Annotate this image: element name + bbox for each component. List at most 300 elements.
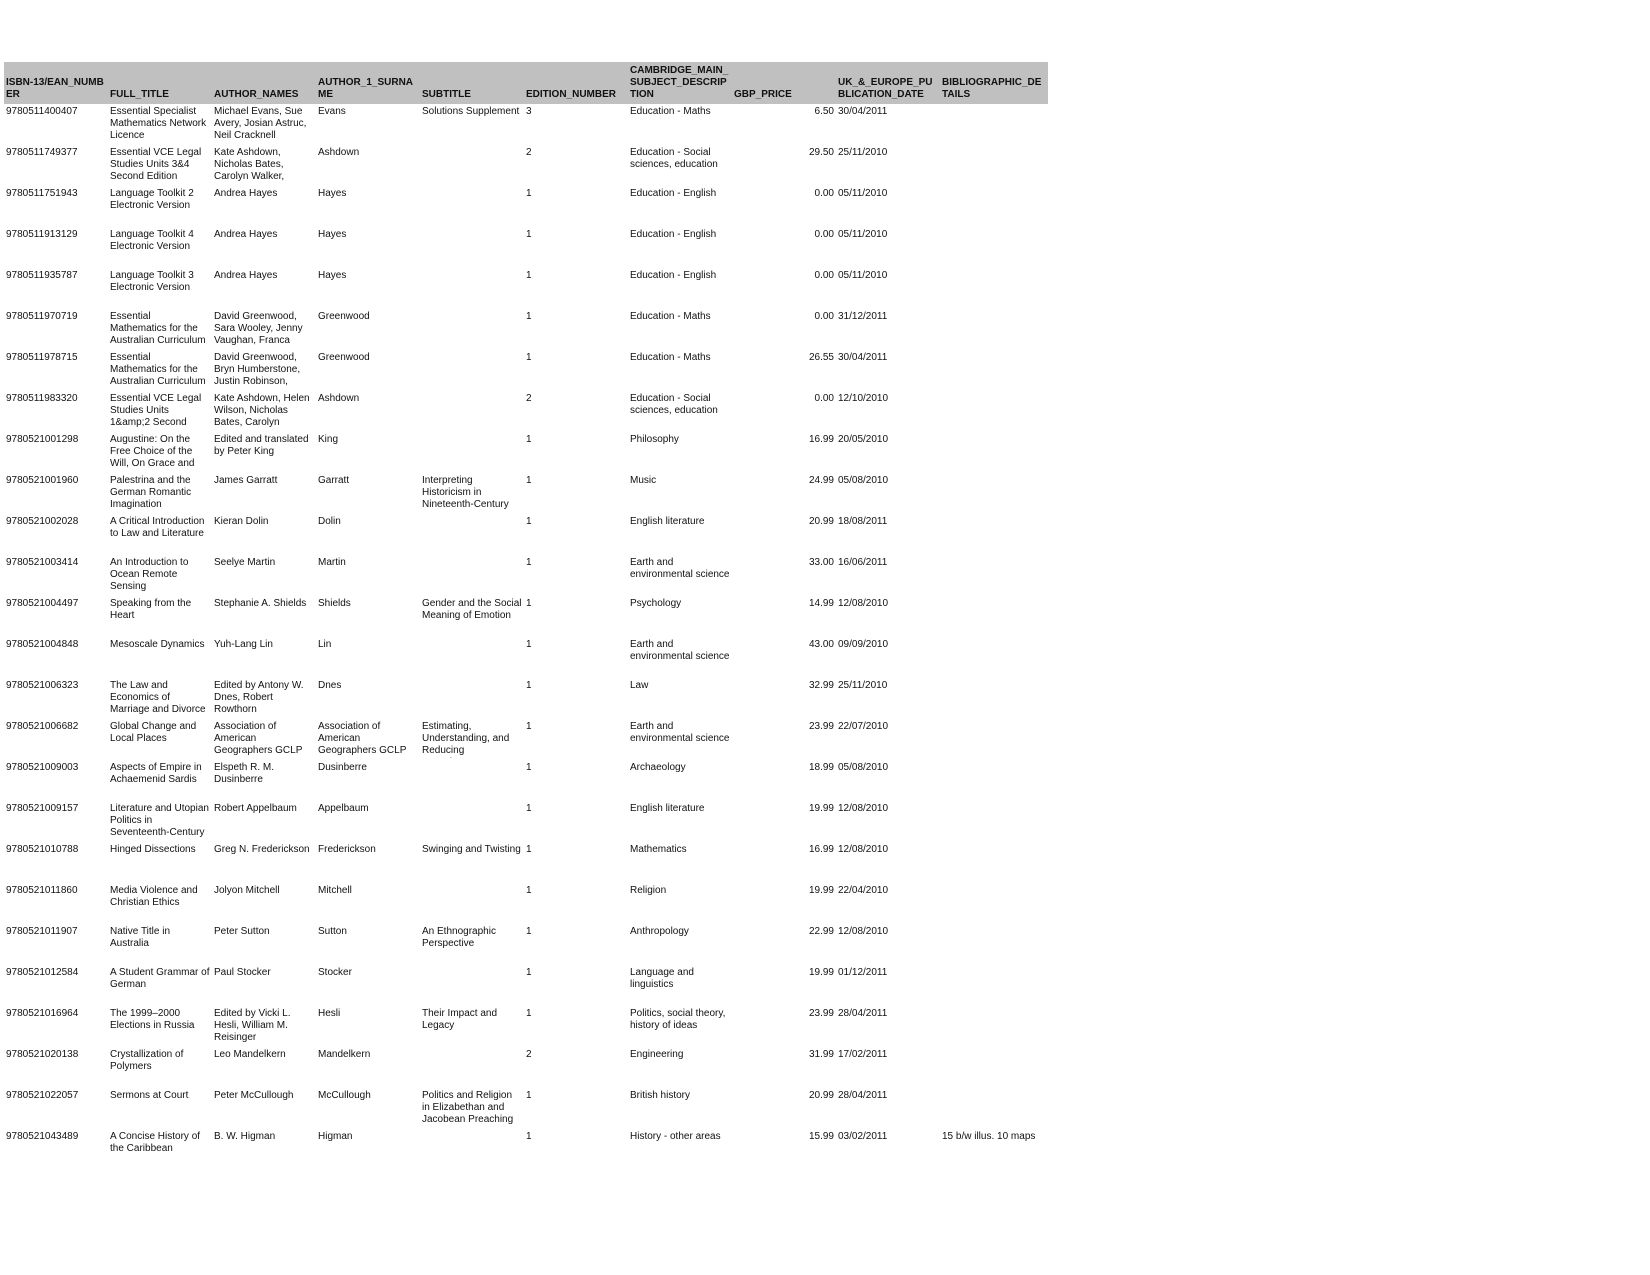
cell-bibliographic-details[interactable] (940, 473, 1048, 514)
cell-author-surname[interactable] (316, 309, 420, 350)
cell-edition-number[interactable] (524, 268, 628, 309)
column-header-edition-number[interactable]: EDITION_NUMBER (526, 89, 617, 100)
table-row[interactable] (4, 719, 1048, 760)
cell-gbp-price[interactable] (732, 719, 836, 760)
cell-isbn[interactable] (4, 186, 108, 227)
cell-gbp-price[interactable] (732, 227, 836, 268)
cell-subject[interactable] (628, 145, 732, 186)
cell-author-surname[interactable] (316, 801, 420, 842)
cell-isbn[interactable] (4, 227, 108, 268)
cell-edition-number[interactable] (524, 637, 628, 678)
cell-author-surname[interactable] (316, 514, 420, 555)
cell-subject[interactable] (628, 186, 732, 227)
cell-edition-number[interactable] (524, 391, 628, 432)
cell-edition-number[interactable] (524, 350, 628, 391)
cell-bibliographic-details[interactable] (940, 350, 1048, 391)
cell-bibliographic-details[interactable] (940, 227, 1048, 268)
cell-bibliographic-details[interactable] (940, 965, 1048, 1006)
cell-edition-number[interactable] (524, 1006, 628, 1047)
cell-author-surname[interactable] (316, 965, 420, 1006)
cell-full-title[interactable] (108, 883, 212, 924)
cell-author-names[interactable] (212, 186, 316, 227)
cell-edition-number[interactable] (524, 842, 628, 883)
cell-author-surname[interactable] (316, 1047, 420, 1088)
cell-gbp-price[interactable] (732, 883, 836, 924)
table-row[interactable] (4, 596, 1048, 637)
cell-author-surname[interactable] (316, 760, 420, 801)
cell-subtitle[interactable] (420, 637, 524, 678)
cell-edition-number[interactable] (524, 801, 628, 842)
cell-gbp-price[interactable] (732, 1088, 836, 1129)
cell-gbp-price[interactable] (732, 1006, 836, 1047)
cell-edition-number[interactable] (524, 596, 628, 637)
column-header-gbp-price[interactable]: GBP_PRICE (734, 89, 792, 100)
cell-subject[interactable] (628, 637, 732, 678)
cell-author-surname[interactable] (316, 1129, 420, 1170)
cell-publication-date[interactable] (836, 1129, 940, 1170)
cell-full-title[interactable] (108, 924, 212, 965)
cell-subject[interactable] (628, 1129, 732, 1170)
cell-isbn[interactable] (4, 1088, 108, 1129)
cell-subtitle[interactable] (420, 432, 524, 473)
cell-subject[interactable] (628, 350, 732, 391)
cell-text: British history (630, 1090, 691, 1101)
cell-bibliographic-details[interactable] (940, 801, 1048, 842)
table-row[interactable] (4, 309, 1048, 350)
table-row[interactable] (4, 883, 1048, 924)
cell-subject[interactable] (628, 596, 732, 637)
table-row[interactable] (4, 104, 1048, 145)
cell-author-names[interactable] (212, 104, 316, 145)
cell-edition-number[interactable] (524, 555, 628, 596)
cell-subject[interactable] (628, 842, 732, 883)
cell-bibliographic-details[interactable] (940, 309, 1048, 350)
cell-author-surname[interactable] (316, 391, 420, 432)
cell-edition-number[interactable] (524, 473, 628, 514)
cell-author-names[interactable] (212, 391, 316, 432)
table-row[interactable] (4, 555, 1048, 596)
table-row[interactable] (4, 842, 1048, 883)
cell-author-names[interactable] (212, 596, 316, 637)
cell-author-names[interactable] (212, 1006, 316, 1047)
cell-gbp-price[interactable] (732, 309, 836, 350)
cell-edition-number[interactable] (524, 924, 628, 965)
cell-full-title[interactable] (108, 965, 212, 1006)
cell-isbn[interactable] (4, 883, 108, 924)
cell-author-surname[interactable] (316, 350, 420, 391)
cell-full-title[interactable] (108, 719, 212, 760)
cell-isbn[interactable] (4, 637, 108, 678)
cell-text: Essential VCE Legal Studies Units 3&4 Second Edition (110, 147, 202, 182)
cell-subject[interactable] (628, 719, 732, 760)
cell-isbn[interactable] (4, 555, 108, 596)
cell-author-names[interactable] (212, 1088, 316, 1129)
cell-subtitle[interactable] (420, 596, 524, 637)
cell-edition-number[interactable] (524, 186, 628, 227)
cell-isbn[interactable] (4, 1006, 108, 1047)
column-header-bibliographic-details[interactable]: BIBLIOGRAPHIC_DETAILS (942, 77, 1042, 100)
cell-author-surname[interactable] (316, 678, 420, 719)
cell-subject[interactable] (628, 309, 732, 350)
cell-subtitle[interactable] (420, 842, 524, 883)
cell-subject[interactable] (628, 801, 732, 842)
cell-gbp-price[interactable] (732, 473, 836, 514)
cell-subtitle[interactable] (420, 801, 524, 842)
cell-author-names[interactable] (212, 1129, 316, 1170)
cell-author-names[interactable] (212, 268, 316, 309)
cell-edition-number[interactable] (524, 514, 628, 555)
table-row[interactable] (4, 1047, 1048, 1088)
cell-isbn[interactable] (4, 842, 108, 883)
table-row[interactable] (4, 145, 1048, 186)
cell-full-title[interactable] (108, 473, 212, 514)
cell-full-title[interactable] (108, 309, 212, 350)
column-header-subtitle[interactable]: SUBTITLE (422, 89, 471, 100)
cell-publication-date[interactable] (836, 514, 940, 555)
cell-publication-date[interactable] (836, 637, 940, 678)
cell-isbn[interactable] (4, 391, 108, 432)
cell-full-title[interactable] (108, 391, 212, 432)
table-row[interactable] (4, 924, 1048, 965)
cell-author-names[interactable] (212, 678, 316, 719)
table-row[interactable] (4, 350, 1048, 391)
cell-full-title[interactable] (108, 637, 212, 678)
cell-subject[interactable] (628, 514, 732, 555)
cell-full-title[interactable] (108, 104, 212, 145)
cell-gbp-price[interactable] (732, 350, 836, 391)
cell-publication-date[interactable] (836, 104, 940, 145)
table-row[interactable] (4, 268, 1048, 309)
cell-gbp-price[interactable] (732, 186, 836, 227)
cell-isbn[interactable] (4, 268, 108, 309)
cell-bibliographic-details[interactable] (940, 186, 1048, 227)
cell-publication-date[interactable] (836, 350, 940, 391)
cell-subject[interactable] (628, 104, 732, 145)
cell-gbp-price[interactable] (732, 760, 836, 801)
table-row[interactable] (4, 965, 1048, 1006)
cell-publication-date[interactable] (836, 965, 940, 1006)
cell-subject[interactable] (628, 473, 732, 514)
cell-author-surname[interactable] (316, 227, 420, 268)
cell-bibliographic-details[interactable] (940, 883, 1048, 924)
cell-gbp-price[interactable] (732, 801, 836, 842)
cell-publication-date[interactable] (836, 801, 940, 842)
cell-gbp-price[interactable] (732, 391, 836, 432)
cell-gbp-price[interactable] (732, 555, 836, 596)
cell-full-title[interactable] (108, 555, 212, 596)
cell-author-names[interactable] (212, 637, 316, 678)
cell-author-surname[interactable] (316, 186, 420, 227)
cell-author-surname[interactable] (316, 719, 420, 760)
cell-subtitle[interactable] (420, 186, 524, 227)
cell-isbn[interactable] (4, 514, 108, 555)
table-row[interactable] (4, 186, 1048, 227)
cell-subtitle[interactable] (420, 1006, 524, 1047)
cell-edition-number[interactable] (524, 432, 628, 473)
cell-isbn[interactable] (4, 432, 108, 473)
cell-bibliographic-details[interactable] (940, 1088, 1048, 1129)
cell-gbp-price[interactable] (732, 268, 836, 309)
cell-author-surname[interactable] (316, 104, 420, 145)
cell-author-surname[interactable] (316, 473, 420, 514)
cell-subject[interactable] (628, 883, 732, 924)
cell-publication-date[interactable] (836, 432, 940, 473)
column-header-author-surname[interactable]: AUTHOR_1_SURNAME (318, 77, 414, 100)
cell-subtitle[interactable] (420, 678, 524, 719)
cell-author-surname[interactable] (316, 555, 420, 596)
cell-isbn[interactable] (4, 719, 108, 760)
cell-isbn[interactable] (4, 1129, 108, 1170)
cell-gbp-price[interactable] (732, 924, 836, 965)
cell-bibliographic-details[interactable] (940, 555, 1048, 596)
cell-author-names[interactable] (212, 760, 316, 801)
cell-subtitle[interactable] (420, 760, 524, 801)
cell-author-names[interactable] (212, 514, 316, 555)
column-header-author-names[interactable]: AUTHOR_NAMES (214, 89, 299, 100)
table-row[interactable] (4, 678, 1048, 719)
cell-edition-number[interactable] (524, 309, 628, 350)
cell-edition-number[interactable] (524, 678, 628, 719)
table-row[interactable] (4, 1006, 1048, 1047)
cell-bibliographic-details[interactable] (940, 391, 1048, 432)
cell-subject[interactable] (628, 760, 732, 801)
cell-author-surname[interactable] (316, 432, 420, 473)
cell-subtitle[interactable] (420, 350, 524, 391)
cell-edition-number[interactable] (524, 145, 628, 186)
cell-edition-number[interactable] (524, 104, 628, 145)
cell-isbn[interactable] (4, 924, 108, 965)
cell-author-names[interactable] (212, 883, 316, 924)
cell-publication-date[interactable] (836, 309, 940, 350)
cell-full-title[interactable] (108, 678, 212, 719)
table-row[interactable] (4, 432, 1048, 473)
cell-full-title[interactable] (108, 145, 212, 186)
table-row[interactable] (4, 473, 1048, 514)
cell-bibliographic-details[interactable] (940, 678, 1048, 719)
cell-publication-date[interactable] (836, 473, 940, 514)
cell-full-title[interactable] (108, 1129, 212, 1170)
cell-edition-number[interactable] (524, 965, 628, 1006)
cell-isbn[interactable] (4, 1047, 108, 1088)
cell-subtitle[interactable] (420, 104, 524, 145)
cell-subject[interactable] (628, 1047, 732, 1088)
cell-isbn[interactable] (4, 309, 108, 350)
cell-author-surname[interactable] (316, 596, 420, 637)
cell-subject[interactable] (628, 1088, 732, 1129)
cell-subject[interactable] (628, 268, 732, 309)
cell-subtitle[interactable] (420, 514, 524, 555)
cell-isbn[interactable] (4, 760, 108, 801)
cell-text: Interpreting Historicism in Nineteenth-Century (422, 475, 509, 510)
cell-full-title[interactable] (108, 1088, 212, 1129)
cell-subtitle[interactable] (420, 965, 524, 1006)
cell-publication-date[interactable] (836, 883, 940, 924)
table-row[interactable] (4, 1088, 1048, 1129)
cell-author-names[interactable] (212, 965, 316, 1006)
cell-full-title[interactable] (108, 227, 212, 268)
cell-subject[interactable] (628, 391, 732, 432)
cell-publication-date[interactable] (836, 186, 940, 227)
table-row[interactable] (4, 227, 1048, 268)
cell-bibliographic-details[interactable] (940, 104, 1048, 145)
cell-author-names[interactable] (212, 309, 316, 350)
cell-gbp-price[interactable] (732, 678, 836, 719)
cell-publication-date[interactable] (836, 555, 940, 596)
column-header-isbn[interactable]: ISBN-13/EAN_NUMBER (6, 77, 104, 100)
column-header-publication-date[interactable]: UK_&_EUROPE_PUBLICATION_DATE (838, 77, 933, 100)
cell-publication-date[interactable] (836, 1088, 940, 1129)
cell-subtitle[interactable] (420, 719, 524, 760)
column-header-subject[interactable]: CAMBRIDGE_MAIN_SUBJECT_DESCRIPTION (630, 65, 729, 100)
cell-author-names[interactable] (212, 842, 316, 883)
column-header-full-title[interactable]: FULL_TITLE (110, 89, 169, 100)
cell-isbn[interactable] (4, 145, 108, 186)
cell-author-surname[interactable] (316, 1088, 420, 1129)
cell-isbn[interactable] (4, 473, 108, 514)
cell-author-surname[interactable] (316, 1006, 420, 1047)
cell-edition-number[interactable] (524, 883, 628, 924)
cell-full-title[interactable] (108, 350, 212, 391)
cell-edition-number[interactable] (524, 227, 628, 268)
cell-author-surname[interactable] (316, 842, 420, 883)
cell-gbp-price[interactable] (732, 1129, 836, 1170)
cell-bibliographic-details[interactable] (940, 842, 1048, 883)
cell-author-surname[interactable] (316, 924, 420, 965)
cell-edition-number[interactable] (524, 719, 628, 760)
cell-bibliographic-details[interactable] (940, 432, 1048, 473)
table-row[interactable] (4, 637, 1048, 678)
cell-subtitle[interactable] (420, 555, 524, 596)
cell-full-title[interactable] (108, 268, 212, 309)
cell-author-names[interactable] (212, 924, 316, 965)
table-row[interactable] (4, 514, 1048, 555)
table-row[interactable] (4, 760, 1048, 801)
cell-publication-date[interactable] (836, 760, 940, 801)
cell-subtitle[interactable] (420, 924, 524, 965)
cell-edition-number[interactable] (524, 760, 628, 801)
cell-full-title[interactable] (108, 596, 212, 637)
cell-text: 05/11/2010 (838, 229, 888, 240)
cell-bibliographic-details[interactable] (940, 637, 1048, 678)
cell-author-names[interactable] (212, 350, 316, 391)
cell-publication-date[interactable] (836, 145, 940, 186)
cell-publication-date[interactable] (836, 924, 940, 965)
cell-subtitle[interactable] (420, 309, 524, 350)
cell-bibliographic-details[interactable] (940, 514, 1048, 555)
cell-isbn[interactable] (4, 596, 108, 637)
cell-subtitle[interactable] (420, 1129, 524, 1170)
cell-full-title[interactable] (108, 801, 212, 842)
cell-subtitle[interactable] (420, 1047, 524, 1088)
cell-gbp-price[interactable] (732, 104, 836, 145)
cell-full-title[interactable] (108, 760, 212, 801)
cell-gbp-price[interactable] (732, 432, 836, 473)
cell-bibliographic-details[interactable] (940, 1129, 1048, 1170)
cell-publication-date[interactable] (836, 596, 940, 637)
cell-gbp-price[interactable] (732, 842, 836, 883)
cell-bibliographic-details[interactable] (940, 760, 1048, 801)
cell-author-surname[interactable] (316, 268, 420, 309)
cell-edition-number[interactable] (524, 1047, 628, 1088)
cell-bibliographic-details[interactable] (940, 268, 1048, 309)
cell-full-title[interactable] (108, 432, 212, 473)
cell-author-names[interactable] (212, 801, 316, 842)
cell-bibliographic-details[interactable] (940, 924, 1048, 965)
cell-author-names[interactable] (212, 1047, 316, 1088)
cell-subtitle[interactable] (420, 473, 524, 514)
cell-author-names[interactable] (212, 719, 316, 760)
cell-publication-date[interactable] (836, 268, 940, 309)
cell-full-title[interactable] (108, 842, 212, 883)
cell-subtitle[interactable] (420, 227, 524, 268)
cell-isbn[interactable] (4, 104, 108, 145)
cell-subtitle[interactable] (420, 391, 524, 432)
cell-full-title[interactable] (108, 1006, 212, 1047)
cell-subtitle[interactable] (420, 145, 524, 186)
cell-subject[interactable] (628, 678, 732, 719)
cell-publication-date[interactable] (836, 1047, 940, 1088)
cell-isbn[interactable] (4, 678, 108, 719)
cell-bibliographic-details[interactable] (940, 719, 1048, 760)
cell-subject[interactable] (628, 965, 732, 1006)
cell-bibliographic-details[interactable] (940, 145, 1048, 186)
cell-bibliographic-details[interactable] (940, 596, 1048, 637)
cell-isbn[interactable] (4, 350, 108, 391)
cell-subject[interactable] (628, 924, 732, 965)
cell-author-surname[interactable] (316, 883, 420, 924)
cell-gbp-price[interactable] (732, 637, 836, 678)
cell-author-names[interactable] (212, 473, 316, 514)
cell-publication-date[interactable] (836, 1006, 940, 1047)
cell-full-title[interactable] (108, 514, 212, 555)
cell-bibliographic-details[interactable] (940, 1047, 1048, 1088)
cell-full-title[interactable] (108, 186, 212, 227)
cell-publication-date[interactable] (836, 842, 940, 883)
cell-subtitle[interactable] (420, 268, 524, 309)
cell-author-surname[interactable] (316, 637, 420, 678)
cell-gbp-price[interactable] (732, 145, 836, 186)
cell-author-names[interactable] (212, 555, 316, 596)
cell-gbp-price[interactable] (732, 514, 836, 555)
cell-subject[interactable] (628, 555, 732, 596)
cell-author-surname[interactable] (316, 145, 420, 186)
cell-publication-date[interactable] (836, 391, 940, 432)
table-row[interactable] (4, 801, 1048, 842)
cell-publication-date[interactable] (836, 227, 940, 268)
cell-gbp-price[interactable] (732, 1047, 836, 1088)
cell-subtitle[interactable] (420, 883, 524, 924)
cell-bibliographic-details[interactable] (940, 1006, 1048, 1047)
cell-author-names[interactable] (212, 432, 316, 473)
cell-isbn[interactable] (4, 801, 108, 842)
table-row[interactable] (4, 1129, 1048, 1170)
cell-publication-date[interactable] (836, 719, 940, 760)
cell-publication-date[interactable] (836, 678, 940, 719)
cell-gbp-price[interactable] (732, 596, 836, 637)
cell-author-names[interactable] (212, 145, 316, 186)
cell-author-names[interactable] (212, 227, 316, 268)
cell-subject[interactable] (628, 227, 732, 268)
cell-subtitle[interactable] (420, 1088, 524, 1129)
cell-subject[interactable] (628, 432, 732, 473)
table-row[interactable] (4, 391, 1048, 432)
cell-edition-number[interactable] (524, 1088, 628, 1129)
cell-isbn[interactable] (4, 965, 108, 1006)
cell-gbp-price[interactable] (732, 965, 836, 1006)
cell-edition-number[interactable] (524, 1129, 628, 1170)
cell-subject[interactable] (628, 1006, 732, 1047)
cell-full-title[interactable] (108, 1047, 212, 1088)
